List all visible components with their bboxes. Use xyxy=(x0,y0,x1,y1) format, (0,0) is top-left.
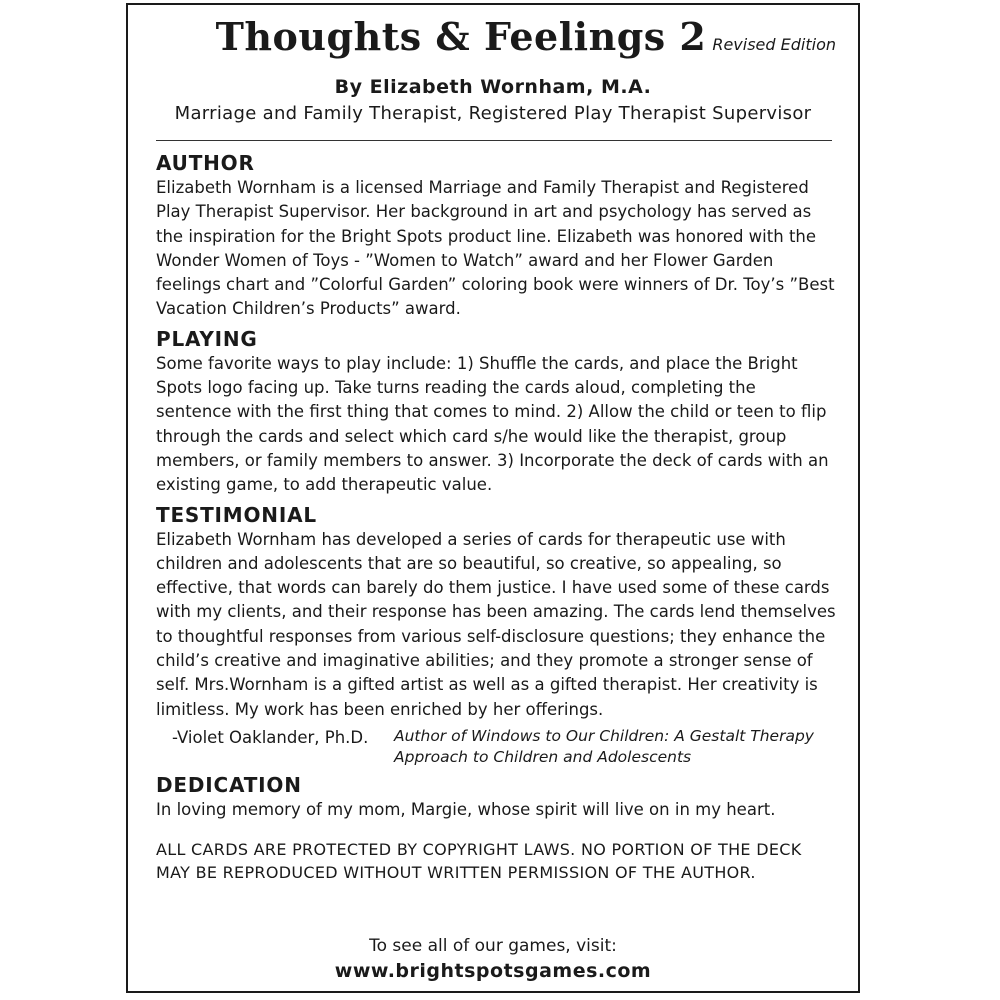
testimonial-attribution xyxy=(172,726,836,768)
footer xyxy=(126,934,860,984)
dedication-body: In loving memory of my mom, Margie, whose spirit will live on in my heart. xyxy=(156,799,776,819)
author-byline: By Elizabeth Wornham, M.A. xyxy=(334,76,652,98)
author-credential: Marriage and Family Therapist, Registered Play Therapist Supervisor xyxy=(174,103,812,124)
copyright-notice: ALL CARDS ARE PROTECTED BY COPYRIGHT LAWS. NO PORTION OF THE DECK MAY BE REPRODUCED WITHOUT WRITTEN PERMISSION OF THE AUTHOR. xyxy=(156,840,802,883)
playing-body: Some favorite ways to play include: 1) Shuffle the cards, and place the Bright Spots logo facing up. Take turns reading the cards aloud, completing the sentence with the first thing that comes to mind. 2) Allow the child or teen to flip through the cards and select which card s/he would like the therapist, group members, or family members to answer. 3) Incorporate the deck of cards with an existing game, to add therapeutic value. xyxy=(156,353,829,495)
title-row xyxy=(126,14,836,59)
testimonial-section xyxy=(156,502,836,768)
visit-text: To see all of our games, visit: xyxy=(369,936,617,956)
dedication-heading: DEDICATION xyxy=(156,772,302,797)
edition-label: Revised Edition xyxy=(712,35,836,54)
content xyxy=(156,150,836,884)
testimonial-body: Elizabeth Wornham has developed a series of cards for therapeutic use with children and adolescents that are so beautiful, so creative, so appealing, so effective, that words can barely do them justice. I have used some of these cards with my clients, and their response has been amazing. The cards lend themselves to thoughtful responses from various self-disclosure questions; they enhance the child’s creative and imaginative abilities; and they promote a stronger sense of self. Mrs.Wornham is a gifted artist as well as a gifted therapist. Her creativity is limitless. My work has been enriched by her offerings. xyxy=(156,529,836,719)
page-title: Thoughts & Feelings 2 xyxy=(215,14,707,59)
attribution-name: -Violet Oaklander, Ph.D. xyxy=(172,727,369,747)
author-section xyxy=(156,150,836,322)
author-body: Elizabeth Wornham is a licensed Marriage and Family Therapist and Registered Play Therapist Supervisor. Her background in art and psychology has served as the inspiration for the Bright Spots product line. Elizabeth was honored with the Wonder Women of Toys - ”Women to Watch” award and her Flower Garden feelings chart and ”Colorful Garden” coloring book were winners of Dr. Toy’s ”Best Vacation Children’s Products” award. xyxy=(156,178,835,319)
attribution-citation: Author of Windows to Our Children: A Gestalt Therapy Approach to Children and Adolescents xyxy=(394,726,814,766)
header-divider xyxy=(156,140,832,141)
testimonial-heading: TESTIMONIAL xyxy=(156,502,317,527)
website-link[interactable]: www.brightspotsgames.com xyxy=(334,960,652,982)
dedication-section xyxy=(156,772,836,822)
author-heading: AUTHOR xyxy=(156,151,255,175)
playing-section xyxy=(156,326,836,498)
playing-heading: PLAYING xyxy=(156,326,258,351)
